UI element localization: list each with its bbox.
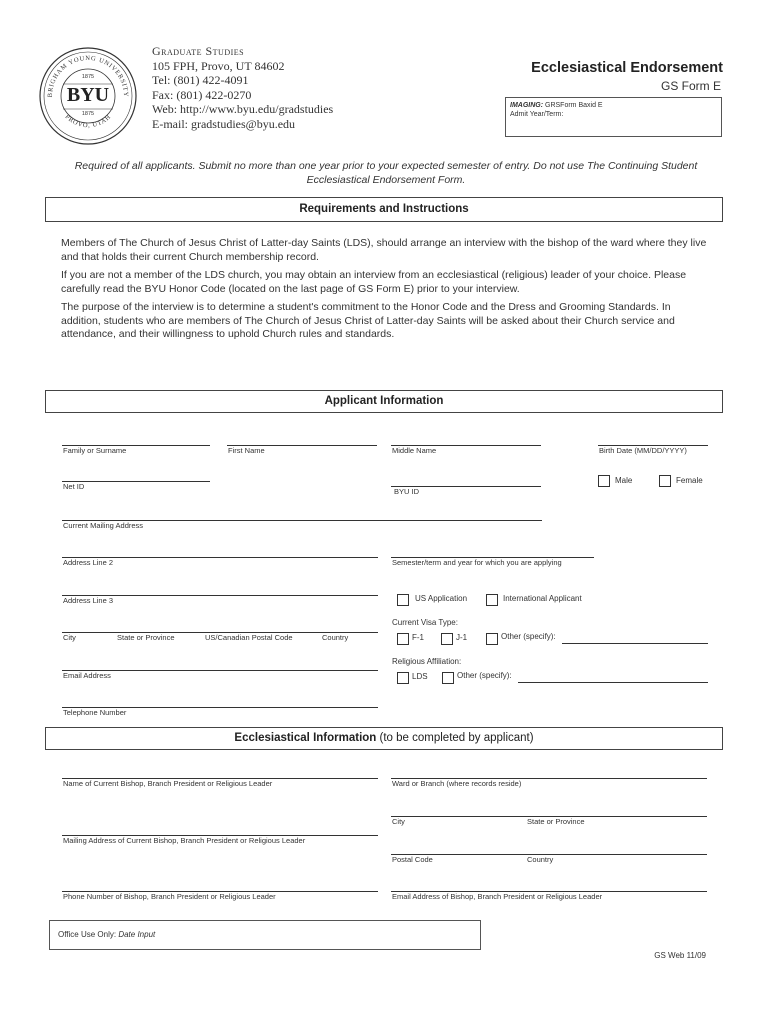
lds-label: LDS [412, 672, 428, 681]
office-name: Graduate Studies [152, 44, 245, 58]
office-tel: Tel: (801) 422-4091 [152, 73, 249, 87]
religion-other-label: Other (specify): [457, 671, 512, 680]
office-email[interactable]: E-mail: gradstudies@byu.edu [152, 116, 296, 131]
imaging-value: GRSForm Baxid E [545, 102, 603, 109]
requirements-p2: If you are not a member of the LDS church, you may obtain an interview from an ecclesiastical (religious) leader of your choice. Please carefully read the BYU Honor Code (located on the last page of GS Form E) prior to your interview. [61, 269, 687, 295]
seal-year: 1875 [81, 74, 95, 80]
office-use-value: Date Input [118, 930, 156, 939]
state-label: State or Province [117, 633, 175, 642]
imaging-box [505, 97, 722, 137]
footer-version: GS Web 11/09 [654, 951, 706, 960]
requirements-p1: Members of The Church of Jesus Christ of Latter-day Saints (LDS), should arrange an interview with the bishop of the ward where they live and that holds their current Church membership record. [61, 237, 707, 263]
bishop-state-label: State or Province [527, 817, 585, 826]
ward-label: Ward or Branch (where records reside) [392, 779, 522, 788]
religion-other-checkbox[interactable] [442, 672, 454, 684]
religion-other-field[interactable] [518, 682, 708, 683]
lds-checkbox[interactable] [397, 672, 409, 684]
f1-checkbox[interactable] [397, 633, 409, 645]
net-id-label: Net ID [63, 482, 85, 491]
city-label: City [63, 633, 76, 642]
ecclesiastical-heading-text: Ecclesiastical Information [234, 732, 377, 744]
bishop-phone-label: Phone Number of Bishop, Branch President or Religious Leader [63, 892, 276, 901]
j1-label: J-1 [456, 633, 468, 642]
male-label: Male [615, 476, 633, 485]
postal-label: US/Canadian Postal Code [205, 633, 293, 642]
country-label: Country [322, 633, 349, 642]
imaging-label: IMAGING: [510, 102, 544, 109]
office-address: 105 FPH, Provo, UT 84602 [152, 58, 285, 73]
birth-date-label: Birth Date (MM/DD/YYYY) [599, 446, 687, 455]
visa-other-checkbox[interactable] [486, 633, 498, 645]
imaging-line [510, 102, 603, 109]
office-use-label: Office Use Only: [58, 930, 117, 939]
bishop-name-label: Name of Current Bishop, Branch President or Religious Leader [63, 779, 273, 788]
office-use-line [58, 930, 155, 939]
form-title: Ecclesiastical Endorsement [531, 60, 723, 76]
seal-center: BYU [66, 84, 110, 106]
intl-applicant-label: International Applicant [503, 594, 582, 603]
requirements-heading-text: Requirements and Instructions [299, 203, 469, 215]
office-fax: Fax: (801) 422-0270 [152, 87, 252, 102]
ecclesiastical-heading [45, 727, 723, 750]
female-label: Female [676, 476, 703, 485]
address-line2-label: Address Line 2 [63, 558, 114, 567]
svg-text:BRIGHAM YOUNG UNIVERSITY: BRIGHAM YOUNG UNIVERSITY [46, 54, 130, 98]
us-application-label: US Application [415, 594, 468, 603]
svg-text:PROVO, UTAH: PROVO, UTAH [63, 113, 113, 130]
seal-year-bottom: 1875 [81, 111, 95, 117]
visa-other-label: Other (specify): [501, 632, 556, 641]
j1-checkbox[interactable] [441, 633, 453, 645]
byu-seal [38, 46, 138, 146]
ecclesiastical-heading-note: (to be completed by applicant) [379, 732, 534, 744]
visa-other-field[interactable] [562, 643, 708, 644]
office-info [152, 44, 333, 131]
visa-type-label: Current Visa Type: [392, 618, 458, 627]
first-name-label: First Name [228, 446, 265, 455]
address-line3-label: Address Line 3 [63, 596, 114, 605]
bishop-country-label: Country [527, 855, 554, 864]
telephone-label: Telephone Number [63, 708, 127, 717]
applicant-heading-text: Applicant Information [324, 395, 444, 407]
middle-name-label: Middle Name [392, 446, 437, 455]
requirements-heading [45, 197, 723, 222]
female-checkbox[interactable] [659, 475, 671, 487]
form-subtitle: GS Form E [660, 79, 721, 93]
semester-label: Semester/term and year for which you are applying [392, 558, 562, 567]
religious-affiliation-label: Religious Affiliation: [392, 657, 462, 666]
us-application-checkbox[interactable] [397, 594, 409, 606]
f1-label: F-1 [412, 633, 424, 642]
male-checkbox[interactable] [598, 475, 610, 487]
intl-applicant-checkbox[interactable] [486, 594, 498, 606]
mailing-address-label: Current Mailing Address [63, 521, 144, 530]
intro-text: Required of all applicants. Submit no more than one year prior to your expected semester of entry. Do not use The Continuing Student Ecclesiastical Endorsement Form. [74, 160, 698, 186]
byu-id-label: BYU ID [394, 487, 420, 496]
bishop-email-label: Email Address of Bishop, Branch President or Religious Leader [392, 892, 603, 901]
bishop-postal-label: Postal Code [392, 855, 433, 864]
admit-label: Admit Year/Term: [510, 111, 564, 118]
requirements-p3: The purpose of the interview is to determine a student's commitment to the Honor Code and the Dress and Grooming Standards. In addition, students who are members of The Church of Jesus Christ of Latter-day Saints will be asked about their Church service and attendance, and their willingness to uphold Church rules and standards. [61, 301, 675, 340]
office-use-box [49, 920, 481, 950]
office-web[interactable]: Web: http://www.byu.edu/gradstudies [152, 102, 334, 116]
bishop-mailing-label: Mailing Address of Current Bishop, Branch President or Religious Leader [63, 836, 306, 845]
bishop-city-label: City [392, 817, 405, 826]
email-label: Email Address [63, 671, 111, 680]
applicant-heading [45, 390, 723, 413]
family-name-label: Family or Surname [63, 446, 127, 455]
